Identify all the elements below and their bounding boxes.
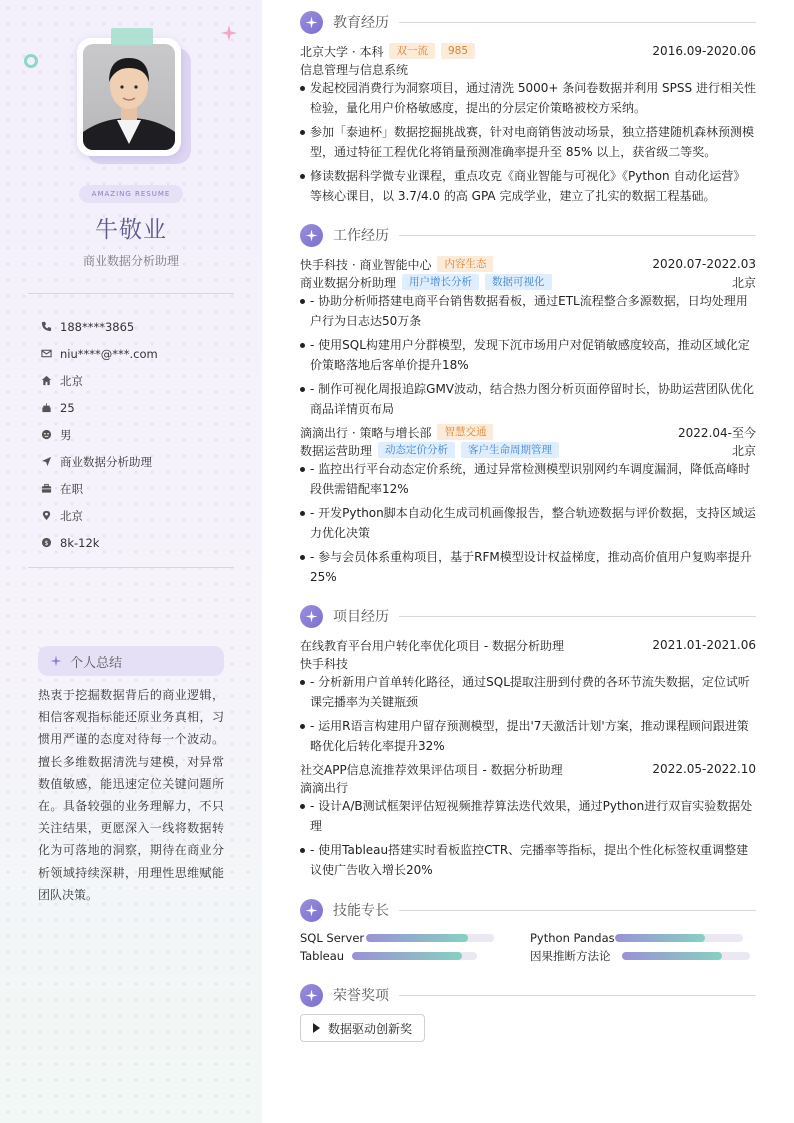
section-divider	[399, 995, 756, 996]
job-bullet: - 监控出行平台动态定价系统，通过异常检测模型识别网约车调度漏洞，降低高峰时段供需错配率12%	[300, 459, 756, 499]
project-org-row	[300, 778, 756, 796]
send-icon	[40, 456, 52, 468]
sidebar	[0, 0, 262, 1123]
sparkle-icon	[300, 224, 323, 247]
project-date: 2021.01-2021.06	[652, 638, 756, 652]
section-title: 工作经历	[333, 228, 389, 244]
major: 信息管理与信息系统	[300, 62, 409, 77]
phone-icon	[40, 321, 52, 333]
skill-label: Python Pandas	[530, 931, 615, 945]
job-city: 北京	[731, 443, 756, 458]
section-projects-header	[300, 604, 756, 628]
divider	[28, 567, 234, 568]
project-org: 快手科技	[300, 656, 349, 671]
info-gender: 男	[40, 421, 158, 448]
job-bullet: - 参与会员体系重构项目，基于RFM模型设计权益梯度，推动高价值用户复购率提升25%	[300, 547, 756, 587]
info-salary: $ 8k-12k	[40, 529, 158, 556]
education-school-row	[300, 42, 756, 60]
project-name: 在线教育平台用户转化率优化项目 - 数据分析助理	[300, 638, 564, 653]
project-org-row	[300, 654, 756, 672]
ring-decoration	[24, 54, 38, 68]
project-name: 社交APP信息流推荐效果评估项目 - 数据分析助理	[300, 762, 563, 777]
section-skills-header	[300, 898, 756, 922]
job-bullet: - 协助分析师搭建电商平台销售数据看板，通过ETL流程整合多源数据，日均处理用户行为日志达50万条	[300, 291, 756, 331]
education-major-row	[300, 60, 756, 78]
role-tag: 动态定价分析	[378, 442, 455, 458]
sparkle-icon	[50, 655, 62, 667]
job-date: 2022.04-至今	[678, 425, 756, 440]
project-name-row	[300, 760, 756, 778]
section-education-header	[300, 10, 756, 34]
project-bullet: - 运用R语言构建用户留存预测模型，提出'7天激活计划'方案，推动课程顾问跟进策略优化后转化率提升32%	[300, 716, 756, 756]
section-divider	[399, 22, 756, 23]
sparkle-icon	[300, 984, 323, 1007]
skill-label: SQL Server	[300, 931, 365, 945]
job-bullet: - 制作可视化周报追踪GMV波动，结合热力图分析页面停留时长，协助运营团队优化商品详情页布局	[300, 379, 756, 419]
education-bullet: 发起校园消费行为洞察项目，通过清洗 5000+ 条问卷数据并利用 SPSS 进行相关性检验，量化用户价格敏感度，提出的分层定价策略被校方采纳。	[300, 78, 756, 118]
job-company-row	[300, 423, 756, 441]
info-status: 在职	[40, 475, 158, 502]
location-icon	[40, 510, 52, 522]
home-icon	[40, 375, 52, 387]
job-city: 北京	[731, 275, 756, 290]
play-icon	[313, 1023, 320, 1033]
skill-bar	[366, 934, 494, 942]
person-title: 商业数据分析助理	[82, 254, 179, 268]
section-title: 教育经历	[333, 15, 389, 31]
job-role-row	[300, 441, 756, 459]
person-name: 牛敬业	[95, 217, 167, 243]
education-date: 2016.09-2020.06	[652, 44, 756, 58]
role-tag: 用户增长分析	[402, 274, 479, 290]
email-icon	[40, 348, 52, 360]
school-tag: 双一流	[389, 43, 435, 59]
company-name: 滴滴出行 · 策略与增长部	[300, 425, 432, 440]
section-work-header	[300, 223, 756, 247]
job-bullet: - 开发Python脚本自动化生成司机画像报告，整合轨迹数据与评价数据，支持区域运力优化决策	[300, 503, 756, 543]
project-date: 2022.05-2022.10	[652, 762, 756, 776]
info-age: 25	[40, 394, 158, 421]
project-name-row	[300, 636, 756, 654]
skill-label: 因果推断方法论	[530, 949, 611, 963]
salary-icon	[40, 537, 52, 549]
job-bullet: - 使用SQL构建用户分群模型，发现下沉市场用户对促销敏感度较高，推动区域化定价策略落地后客单价提升18%	[300, 335, 756, 375]
tape-decoration	[111, 28, 153, 46]
info-home: 北京	[40, 367, 158, 394]
job-role-row	[300, 273, 756, 291]
summary-header: 个人总结	[38, 646, 224, 676]
company-tag: 智慧交通	[437, 424, 493, 440]
cake-icon	[40, 402, 52, 414]
sparkle-icon	[220, 24, 238, 42]
divider	[28, 293, 234, 294]
section-divider	[399, 235, 756, 236]
skill-bar	[615, 934, 743, 942]
role-tag: 客户生命周期管理	[461, 442, 559, 458]
project-bullet: - 分析新用户首单转化路径，通过SQL提取注册到付费的各环节流失数据，定位试听课完播率为关键瓶颈	[300, 672, 756, 712]
sparkle-icon	[300, 11, 323, 34]
skill-bar	[352, 952, 477, 960]
svg-text:$: $	[43, 538, 49, 547]
company-name: 快手科技 · 商业智能中心	[300, 257, 432, 272]
project-org: 滴滴出行	[300, 780, 349, 795]
project-bullet: - 设计A/B测试框架评估短视频推荐算法迭代效果，通过Python进行双盲实验数据处理	[300, 796, 756, 836]
education-bullet: 参加「泰迪杯」数据挖掘挑战赛，针对电商销售波动场景，独立搭建随机森林预测模型，通过特征工程优化将销量预测准确率提升至 85% 以上，获省级二等奖。	[300, 122, 756, 162]
summary-text: 热衷于挖掘数据背后的商业逻辑，相信客观指标能还原业务真相，习惯用严谨的态度对待每一个波动。擅长多维数据清洗与建模，对异常数值敏感，能迅速定位关键问题所在。具备较强的业务理解力，不只关注结果，更愿深入一线将数据转化为可落地的洞察，期待在商业分析领域持续深耕，用理性思维赋能团队决策。	[38, 688, 224, 902]
role-tag: 数据可视化	[485, 274, 552, 290]
info-email: niu****@***.com	[40, 340, 158, 367]
sparkle-icon	[300, 899, 323, 922]
section-title: 荣誉奖项	[333, 988, 389, 1004]
section-title: 项目经历	[333, 609, 389, 625]
section-title: 技能专长	[333, 903, 389, 919]
contact-info-list	[40, 313, 158, 556]
job-date: 2020.07-2022.03	[652, 257, 756, 271]
section-divider	[399, 910, 756, 911]
job-role: 数据运营助理	[300, 443, 373, 458]
school-tag: 985	[441, 43, 475, 59]
job-role: 商业数据分析助理	[300, 275, 397, 290]
info-city: 北京	[40, 502, 158, 529]
avatar	[77, 38, 187, 160]
project-bullet: - 使用Tableau搭建实时看板监控CTR、完播率等指标，提出个性化标签权重调整建议使广告收入增长20%	[300, 840, 756, 880]
company-tag: 内容生态	[437, 256, 493, 272]
profile-photo	[83, 44, 175, 150]
section-honors-header	[300, 983, 756, 1007]
award-item: 数据驱动创新奖	[300, 1014, 425, 1042]
section-divider	[399, 616, 756, 617]
info-phone: 188****3865	[40, 313, 158, 340]
info-position: 商业数据分析助理	[40, 448, 158, 475]
briefcase-icon	[40, 483, 52, 495]
gender-icon	[40, 429, 52, 441]
resume-badge: AMAZING RESUME	[79, 185, 183, 203]
skill-label: Tableau	[300, 949, 345, 963]
job-company-row	[300, 255, 756, 273]
education-bullet: 修读数据科学微专业课程，重点攻克《商业智能与可视化》《Python 自动化运营》等核心课目，以 3.7/4.0 的高 GPA 完成学业，建立了扎实的数据工程基础。	[300, 166, 756, 206]
sparkle-icon	[300, 605, 323, 628]
skill-bar	[622, 952, 750, 960]
school-name: 北京大学 · 本科	[300, 44, 384, 59]
